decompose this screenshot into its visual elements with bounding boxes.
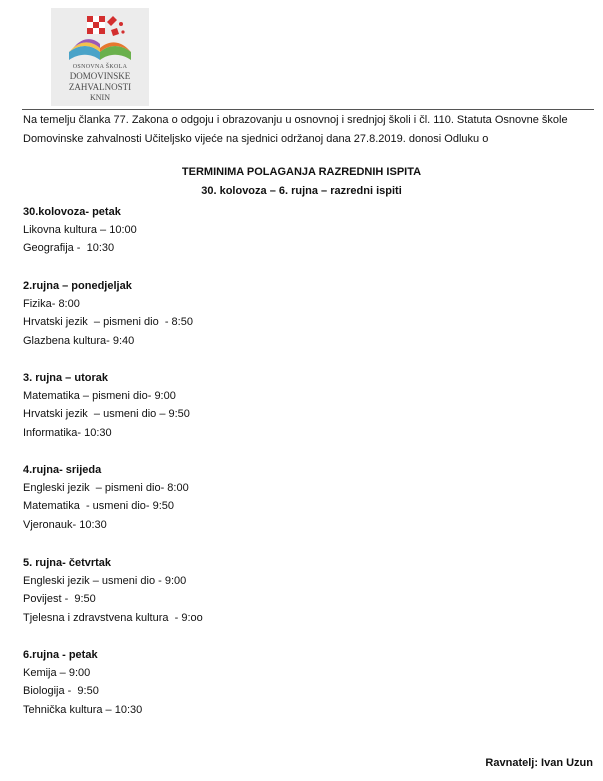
logo-text-zahvalnosti: ZAHVALNOSTI xyxy=(68,82,132,92)
exam-entry: Likovna kultura – 10:00 xyxy=(23,224,137,236)
day-heading: 4.rujna- srijeda xyxy=(23,464,102,476)
exam-entry: Engleski jezik – usmeni dio - 9:00 xyxy=(23,575,187,587)
exam-entry: Povijest - 9:50 xyxy=(23,593,96,606)
day-heading: 3. rujna – utorak xyxy=(23,372,108,384)
day-block xyxy=(23,461,189,534)
school-emblem-icon xyxy=(51,8,149,64)
principal-signature: Ravnatelj: Ivan Uzun xyxy=(485,757,593,769)
intro-paragraph: Na temelju članka 77. Zakona o odgoju i obrazovanju u osnovnoj i srednjoj školi i čl. 110. Statuta Osnovne škole Domovinske zahvalnosti Učiteljsko vijeće na sjednici održanoj dana 27.8.2019. donosi Odluku o xyxy=(23,114,568,145)
exam-entry: Fizika- 8:00 xyxy=(23,298,80,310)
day-heading: 2.rujna – ponedjeljak xyxy=(23,280,132,292)
exam-entry: Hrvatski jezik – usmeni dio – 9:50 xyxy=(23,408,190,421)
exam-entry: Biologija - 9:50 xyxy=(23,685,99,698)
logo-text-knin: KNIN xyxy=(90,93,110,102)
day-block xyxy=(23,203,137,258)
exam-entry: Geografija - 10:30 xyxy=(23,242,115,255)
logo-text-domovinske: DOMOVINSKE xyxy=(69,71,131,81)
exam-entry: Matematika – pismeni dio- 9:00 xyxy=(23,390,176,402)
school-logo xyxy=(51,8,149,106)
day-block xyxy=(23,554,203,627)
exam-entry: Glazbena kultura- 9:40 xyxy=(23,334,135,347)
day-block xyxy=(23,277,193,350)
day-heading: 6.rujna - petak xyxy=(23,649,98,661)
exam-entry: Vjeronauk- 10:30 xyxy=(23,518,107,531)
exam-entry: Informatika- 10:30 xyxy=(23,426,112,439)
day-block xyxy=(23,646,142,719)
exam-entry: Kemija – 9:00 xyxy=(23,667,91,679)
exam-entry: Tehnička kultura – 10:30 xyxy=(23,703,143,716)
day-heading: 30.kolovoza- petak xyxy=(23,206,121,218)
header-divider xyxy=(22,109,594,110)
day-heading: 5. rujna- četvrtak xyxy=(23,557,112,569)
exam-entry: Engleski jezik – pismeni dio- 8:00 xyxy=(23,482,189,494)
document-title: TERMINIMA POLAGANJA RAZREDNIH ISPITA xyxy=(181,166,422,178)
document-subtitle: 30. kolovoza – 6. rujna – razredni ispiti xyxy=(201,185,402,197)
logo-text-school: OSNOVNA ŠKOLA xyxy=(72,64,128,70)
exam-entry: Hrvatski jezik – pismeni dio - 8:50 xyxy=(23,316,193,329)
exam-entry: Matematika - usmeni dio- 9:50 xyxy=(23,500,175,513)
day-block xyxy=(23,369,190,442)
exam-entry: Tjelesna i zdravstvena kultura - 9:oo xyxy=(23,611,203,624)
